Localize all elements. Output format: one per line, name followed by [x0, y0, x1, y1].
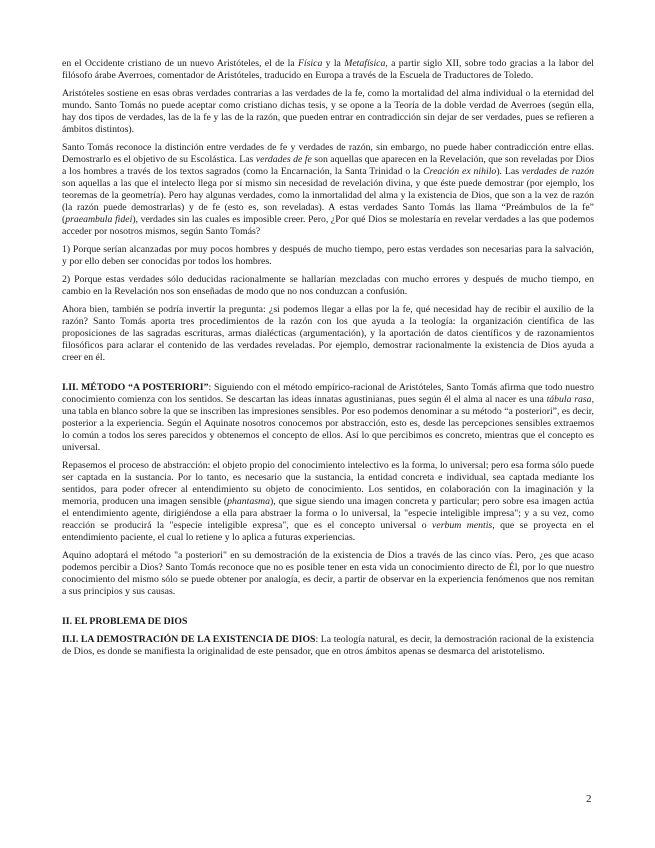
spacer: [62, 370, 594, 382]
italic-run: verdades de fe: [255, 154, 312, 165]
text-run: Aquino adoptará el método "a posteriori" en su demostración de la existencia de Dios a través de las cinco vías. Pero, ¿es que acaso podemos percibir a Dios? Santo Tomás reconoce que no es posible tener en esta vida un conocimiento directo de Él, por lo que nuestro conocimiento del mismo sólo se puede obtener por analogía, es decir, a partir de observar en la experiencia fenómenos que nos remitan a sus principios y sus causas.: [62, 550, 594, 597]
text-run: y la: [322, 58, 345, 69]
paragraph: [62, 142, 594, 238]
italic-run: Metafísica: [344, 58, 386, 69]
text-run: , a partir siglo XII, sobre todo gracias a la labor del filósofo árabe Averroes, comentador de Aristóteles, traducido en Europa a través de la Escuela de Traductores de Toledo.: [62, 58, 594, 81]
italic-run: Física: [297, 58, 323, 69]
text-run: 1) Porque serían alcanzadas por muy pocos hombres y después de mucho tiempo, pero estas verdades son necesarias para la salvación, y por ello deben ser conocidas por todos los hombres.: [62, 244, 594, 267]
text-run: ), verdades sin las cuales es imposible creer. Pero, ¿Por qué Dios se molestaría en revelar verdades a las que podemos acceder por nosotros mismos, según Santo Tomás?: [62, 214, 594, 237]
paragraph: [62, 274, 594, 298]
paragraph: [62, 460, 594, 544]
text-run: son aquellas que aparecen en la Revelación, que son reveladas por Dios a los hombres a través de los textos sagrados (como la Encarnación, la Santa Trinidad o la: [62, 154, 594, 177]
text-run: : Siguiendo con el método empírico-racional de Aristóteles, Santo Tomás afirma que todo nuestro conocimiento comienza con los sentidos. Se descartan las ideas innatas agustinianas, pues según él el alma al nacer es una: [62, 382, 594, 405]
paragraph: [62, 244, 594, 268]
page-number: 2: [586, 793, 592, 805]
paragraph: [62, 550, 594, 598]
paragraph: [62, 58, 594, 82]
italic-run: Creación ex nihilo: [423, 166, 497, 177]
text-run: ). Las: [496, 166, 522, 177]
section-paragraph-demostracion: [62, 634, 594, 658]
text-run: : La teología natural, es decir, la demostración racional de la existencia de Dios, es donde se manifiesta la originalidad de este pensador, que en otros ámbitos apenas se desmarca del aristotelismo.: [62, 634, 594, 657]
text-run: Repasemos el proceso de abstracción: el objeto propio del conocimiento intelectivo es la forma, lo universal; pero esa forma sólo puede ser captada en la sustancia. Por lo tanto, es necesario que la sustancia, la entidad concreta e individual, sea captada mediante los sentidos, para poder ofrecer al entendimiento su objeto de conocimiento. Los sentidos, en colaboración con la imaginación y la memoria, producen una imagen sensible (: [62, 460, 594, 507]
italic-run: tábula rasa: [546, 394, 592, 405]
italic-run: verbum mentis,: [432, 520, 495, 531]
document-page: [62, 58, 594, 664]
paragraph: [62, 88, 594, 136]
bold-run: II.I. LA DEMOSTRACIÓN DE LA EXISTENCIA DE DIOS: [62, 634, 316, 645]
text-run: ), que sigue siendo una imagen concreta y particular; pero sobre esa imagen actúa el entendimiento agente, dirigiéndose a ella para abstraer la forma o lo universal, la "especie inteligible impresa"; y a su vez, como reacción se producirá la "especie inteligible expresa", que es el concepto universal o: [62, 496, 594, 531]
italic-run: verdades de razón: [521, 166, 594, 177]
text-run: , una tabla en blanco sobre la que se inscriben las impresiones sensibles. Por eso podemos denominar a su método “a posteriori”, es decir, posterior a la experiencia. Según el Aquinate nosotros conocemos por abstracción, esto es, desde las percepciones sensibles extraemos lo común a todos los seres parecidos y obtenemos el concepto de ellos. Así lo que percibimos es concreto, mientras que el concepto es universal.: [62, 394, 594, 453]
text-run: Ahora bien, también se podría invertir la pregunta: ¿si podemos llegar a ellas por la fe, qué necesidad hay de recibir el auxilio de la razón? Santo Tomás aporta tres procedimientos de la razón con los que ayuda a la teología: la organización científica de las proposiciones de las sagradas escrituras, armas dialécticas (argumentación), y la aportación de datos científicos y de razonamientos filosóficos para aclarar el contenido de las verdades reveladas. Por ejemplo, demostrar racionalmente la existencia de Dios ayuda a creer en él.: [62, 304, 594, 363]
text-run: Santo Tomás reconoce la distinción entre verdades de fe y verdades de razón, sin embargo, no puede haber contradicción entre ellas. Demostrarlo es el objetivo de su Escolástica. Las: [62, 142, 594, 165]
text-run: que se proyecta en el entendimiento paciente, el cual lo retiene y lo aplica a futuras experiencias.: [62, 520, 594, 543]
italic-run: praeambula fidei: [65, 214, 133, 225]
text-run: son aquellas a las que el intelecto llega por sí mismo sin necesidad de revelación divina, y que éste puede demostrar (por ejemplo, los teoremas de la geometría). Pero hay algunas verdades, como la inmortalidad del alma y la existencia de Dios, que son a la vez de razón (la razón puede demostrarlas) y de fe (esto es, son reveladas). A estas verdades Santo Tomás las llama “Preámbulos de la fe” (: [62, 178, 594, 225]
section-paragraph-metodo: [62, 382, 594, 454]
section-heading: II. EL PROBLEMA DE DIOS: [62, 616, 188, 627]
text-run: en el Occidente cristiano de un nuevo Aristóteles, el de la: [62, 58, 298, 69]
text-run: Aristóteles sostiene en esas obras verdades contrarias a las verdades de la fe, como la mortalidad del alma individual o la eternidad del mundo. Santo Tomás no puede aceptar como cristiano dichas tesis, y se opone a la Teoría de la doble verdad de Averroes (según ella, hay dos tipos de verdades, las de la fe y las de la razón, que pueden entrar en contradicción sin dejar de ser verdades, pues se refieren a ámbitos distintos).: [62, 88, 594, 135]
spacer: [62, 604, 594, 616]
bold-run: I.II. MÉTODO “A POSTERIORI”: [62, 382, 209, 393]
text-run: 2) Porque estas verdades sólo deducidas racionalmente se hallarían mezcladas con mucho errores y después de mucho tiempo, en cambio en la Revelación nos son enseñadas de modo que no nos conduzcan a confusión.: [62, 274, 594, 297]
paragraph: [62, 304, 594, 364]
italic-run: phantasma: [227, 496, 270, 507]
